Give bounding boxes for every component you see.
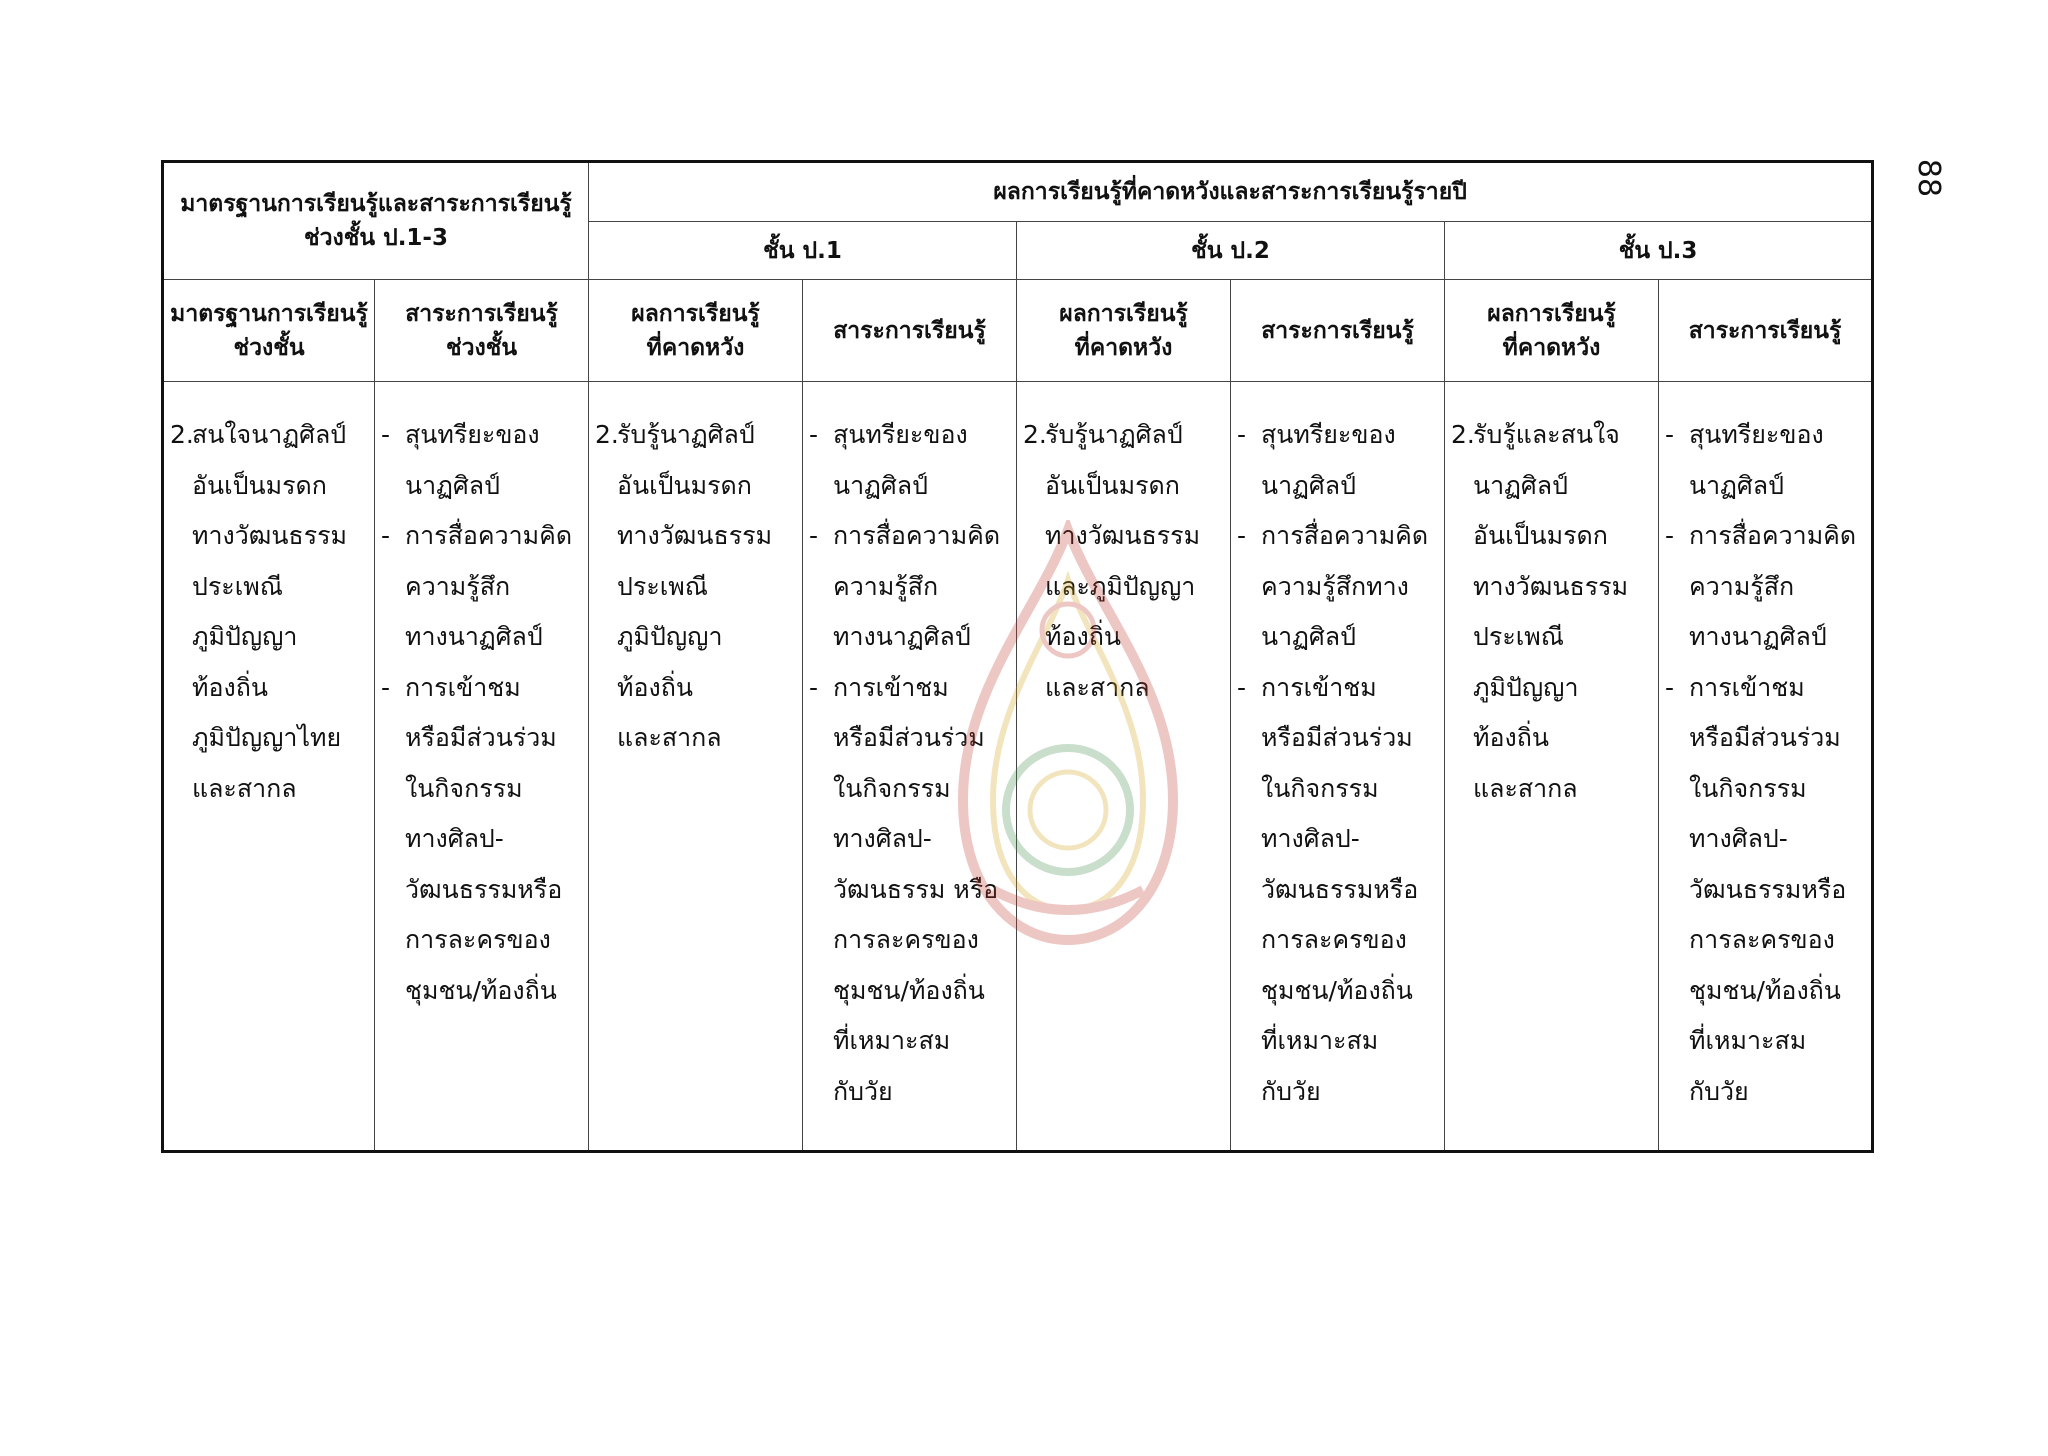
cell-p3-outcome	[1445, 382, 1659, 1152]
cell-line: นาฏศิลป์	[405, 470, 500, 500]
cell-p1-outcome	[589, 382, 803, 1152]
table-row	[163, 382, 1873, 1152]
header-line: สาระการเรียนรู้	[833, 317, 986, 344]
header-line: สาระการเรียนรู้	[405, 300, 558, 327]
cell-line: กับวัย	[1689, 1076, 1749, 1106]
table-header	[163, 162, 1873, 382]
numbered-item	[1017, 410, 1230, 713]
cell-line: ความรู้สึก	[405, 571, 511, 601]
cell-line: วัฒนธรรมหรือ	[405, 874, 563, 904]
cell-line: ทางนาฏศิลป์	[1689, 622, 1827, 651]
cell-line: ท้องถิ่น	[1473, 723, 1549, 752]
bullet-dash: -	[1237, 521, 1247, 550]
header-line: ที่คาดหวัง	[646, 334, 745, 361]
cell-line: ทางนาฏศิลป์	[833, 622, 971, 651]
item-number: 2.	[170, 420, 194, 449]
cell-line: หรือมีส่วนร่วม	[1261, 723, 1413, 752]
item-number: 2.	[1451, 420, 1475, 449]
cell-line: การละครของ	[1689, 925, 1835, 954]
cell-line: ในกิจกรรม	[405, 773, 523, 803]
col-p1-outcome-header	[589, 280, 803, 382]
cell-line: หรือมีส่วนร่วม	[833, 723, 985, 752]
cell-line: ทางวัฒนธรรม	[1045, 521, 1201, 550]
header-line: ผลการเรียนรู้	[1059, 300, 1188, 327]
cell-line: และสากล	[192, 773, 297, 803]
cell-line: ทางศิลป-	[833, 824, 932, 853]
cell-line: รับรู้นาฏศิลป์	[617, 420, 755, 449]
cell-standard	[163, 382, 375, 1152]
col-p2-content-header	[1231, 280, 1445, 382]
cell-line: การสื่อความคิด	[405, 521, 573, 550]
cell-line: อันเป็นมรดก	[1473, 521, 1608, 550]
cell-line: ความรู้สึกทาง	[1261, 571, 1409, 601]
cell-line: กับวัย	[1261, 1076, 1321, 1106]
col-p3-outcome-header	[1445, 280, 1659, 382]
cell-line: ทางวัฒนธรรม	[192, 521, 348, 550]
grade1-label: ชั้น ป.1	[763, 237, 842, 264]
bullet-item	[1659, 410, 1871, 511]
col-standard-header	[163, 280, 375, 382]
cell-line: นาฏศิลป์	[1261, 622, 1356, 651]
cell-line: ประเพณี	[192, 571, 283, 601]
cell-p2-content	[1231, 382, 1445, 1152]
cell-line: ท้องถิ่น	[617, 672, 693, 702]
header-line: ผลการเรียนรู้	[631, 300, 760, 327]
bullet-dash: -	[809, 521, 819, 550]
bullet-item	[375, 410, 588, 511]
cell-line: หรือมีส่วนร่วม	[1689, 723, 1841, 752]
numbered-item	[164, 410, 374, 814]
header-line: สาระการเรียนรู้	[1261, 317, 1414, 344]
col-p2-outcome-header	[1017, 280, 1231, 382]
header-line: ผลการเรียนรู้	[1487, 300, 1616, 327]
cell-line: วัฒนธรรมหรือ	[1261, 874, 1419, 904]
bullet-dash: -	[1237, 420, 1247, 449]
cell-line: ภูมิปัญญา	[1473, 672, 1579, 702]
grade3-header	[1445, 222, 1873, 280]
bullet-item	[375, 663, 588, 1017]
standards-group-header	[163, 162, 589, 280]
bullet-item	[1231, 663, 1444, 1118]
cell-line: การเข้าชม	[405, 672, 521, 702]
cell-line: การเข้าชม	[1261, 672, 1377, 702]
outcomes-group-title: ผลการเรียนรู้ที่คาดหวังและสาระการเรียนรู้รายปี	[993, 179, 1467, 205]
cell-line: การละครของ	[833, 925, 979, 954]
bullet-dash: -	[381, 521, 391, 550]
cell-line: ท้องถิ่น	[192, 672, 268, 702]
grade2-header	[1017, 222, 1445, 280]
bullet-item	[1659, 663, 1871, 1118]
bullet-item	[803, 663, 1016, 1118]
cell-line: ทางวัฒนธรรม	[1473, 571, 1629, 601]
cell-line: รับรู้นาฏศิลป์	[1045, 420, 1183, 449]
outcomes-group-header	[589, 162, 1873, 222]
cell-line: การสื่อความคิด	[833, 521, 1001, 550]
cell-line: อันเป็นมรดก	[617, 470, 752, 500]
col-range-content-header	[375, 280, 589, 382]
col-p1-content-header	[803, 280, 1017, 382]
cell-line: ในกิจกรรม	[833, 773, 951, 803]
cell-line: การเข้าชม	[1689, 672, 1805, 702]
cell-line: ภูมิปัญญา	[192, 622, 298, 651]
numbered-item	[1445, 410, 1658, 814]
cell-line: กับวัย	[833, 1076, 893, 1106]
bullet-item	[803, 410, 1016, 511]
cell-line: ประเพณี	[1473, 622, 1564, 651]
cell-line: ภูมิปัญญาไทย	[192, 723, 342, 752]
cell-line: นาฏศิลป์	[1261, 470, 1356, 500]
cell-line: สุนทรียะของ	[405, 420, 540, 449]
cell-line: ภูมิปัญญา	[617, 622, 723, 651]
cell-line: ที่เหมาะสม	[833, 1026, 951, 1055]
bullet-item	[1231, 410, 1444, 511]
cell-line: นาฏศิลป์	[1473, 470, 1568, 500]
header-line: ช่วงชั้น	[445, 334, 518, 361]
cell-line: ในกิจกรรม	[1689, 773, 1807, 803]
cell-p1-content	[803, 382, 1017, 1152]
header-line: ช่วงชั้น	[233, 334, 305, 361]
curriculum-table	[161, 160, 1874, 1153]
cell-p2-outcome	[1017, 382, 1231, 1152]
cell-line: อันเป็นมรดก	[192, 470, 327, 500]
page-number: 88	[1911, 158, 1946, 198]
col-p3-content-header	[1659, 280, 1873, 382]
cell-line: ในกิจกรรม	[1261, 773, 1379, 803]
cell-line: สุนทรียะของ	[833, 420, 968, 449]
standards-group-title: มาตรฐานการเรียนรู้และสาระการเรียนรู้ช่วงชั้น ป.1-3	[180, 191, 572, 251]
header-line: ที่คาดหวัง	[1074, 334, 1173, 361]
item-number: 2.	[595, 420, 619, 449]
cell-line: และภูมิปัญญา	[1045, 571, 1196, 601]
cell-line: ชุมชน/ท้องถิ่น	[1261, 975, 1413, 1005]
bullet-item	[803, 511, 1016, 663]
cell-line: สนใจนาฏศิลป์	[192, 420, 347, 449]
grade2-label: ชั้น ป.2	[1191, 237, 1270, 264]
cell-line: การสื่อความคิด	[1261, 521, 1429, 550]
bullet-dash: -	[381, 672, 391, 702]
header-line: ที่คาดหวัง	[1502, 334, 1601, 361]
cell-line: ชุมชน/ท้องถิ่น	[405, 975, 557, 1005]
cell-line: นาฏศิลป์	[1689, 470, 1784, 500]
cell-line: การละครของ	[1261, 925, 1407, 954]
cell-line: ประเพณี	[617, 571, 708, 601]
cell-line: รับรู้และสนใจ	[1473, 420, 1620, 449]
table-body	[163, 382, 1873, 1152]
cell-line: ท้องถิ่น	[1045, 622, 1121, 651]
bullet-dash: -	[1237, 672, 1247, 702]
bullet-dash: -	[809, 420, 819, 449]
grade1-header	[589, 222, 1017, 280]
cell-line: ที่เหมาะสม	[1689, 1026, 1807, 1055]
bullet-dash: -	[381, 420, 391, 449]
cell-line: อันเป็นมรดก	[1045, 470, 1180, 500]
cell-line: และสากล	[1045, 672, 1150, 702]
header-line: สาระการเรียนรู้	[1688, 317, 1842, 344]
bullet-dash: -	[1665, 420, 1675, 449]
cell-line: ทางศิลป-	[1689, 824, 1788, 853]
bullet-dash: -	[809, 672, 819, 702]
cell-line: วัฒนธรรมหรือ	[1689, 874, 1847, 904]
bullet-dash: -	[1665, 672, 1675, 702]
cell-line: สุนทรียะของ	[1261, 420, 1396, 449]
cell-line: และสากล	[617, 723, 722, 752]
cell-line: ชุมชน/ท้องถิ่น	[833, 975, 985, 1005]
cell-line: ทางศิลป-	[405, 824, 504, 853]
cell-line: และสากล	[1473, 773, 1578, 803]
cell-line: สุนทรียะของ	[1689, 420, 1824, 449]
bullet-item	[375, 511, 588, 663]
cell-line: การละครของ	[405, 925, 551, 954]
cell-line: ความรู้สึก	[1689, 571, 1795, 601]
cell-line: การเข้าชม	[833, 672, 949, 702]
cell-line: วัฒนธรรม หรือ	[833, 874, 999, 904]
cell-line: ทางศิลป-	[1261, 824, 1360, 853]
bullet-dash: -	[1665, 521, 1675, 550]
grade3-label: ชั้น ป.3	[1618, 237, 1698, 264]
cell-line: ชุมชน/ท้องถิ่น	[1689, 975, 1841, 1005]
cell-line: หรือมีส่วนร่วม	[405, 723, 557, 752]
cell-line: ความรู้สึก	[833, 571, 939, 601]
cell-line: การสื่อความคิด	[1689, 521, 1857, 550]
cell-range-content	[375, 382, 589, 1152]
header-line: มาตรฐานการเรียนรู้	[170, 300, 368, 327]
numbered-item	[589, 410, 802, 764]
bullet-item	[1231, 511, 1444, 663]
cell-p3-content	[1659, 382, 1873, 1152]
cell-line: ทางวัฒนธรรม	[617, 521, 773, 550]
cell-line: ทางนาฏศิลป์	[405, 622, 543, 651]
bullet-item	[1659, 511, 1871, 663]
cell-line: นาฏศิลป์	[833, 470, 928, 500]
cell-line: ที่เหมาะสม	[1261, 1026, 1379, 1055]
item-number: 2.	[1023, 420, 1047, 449]
